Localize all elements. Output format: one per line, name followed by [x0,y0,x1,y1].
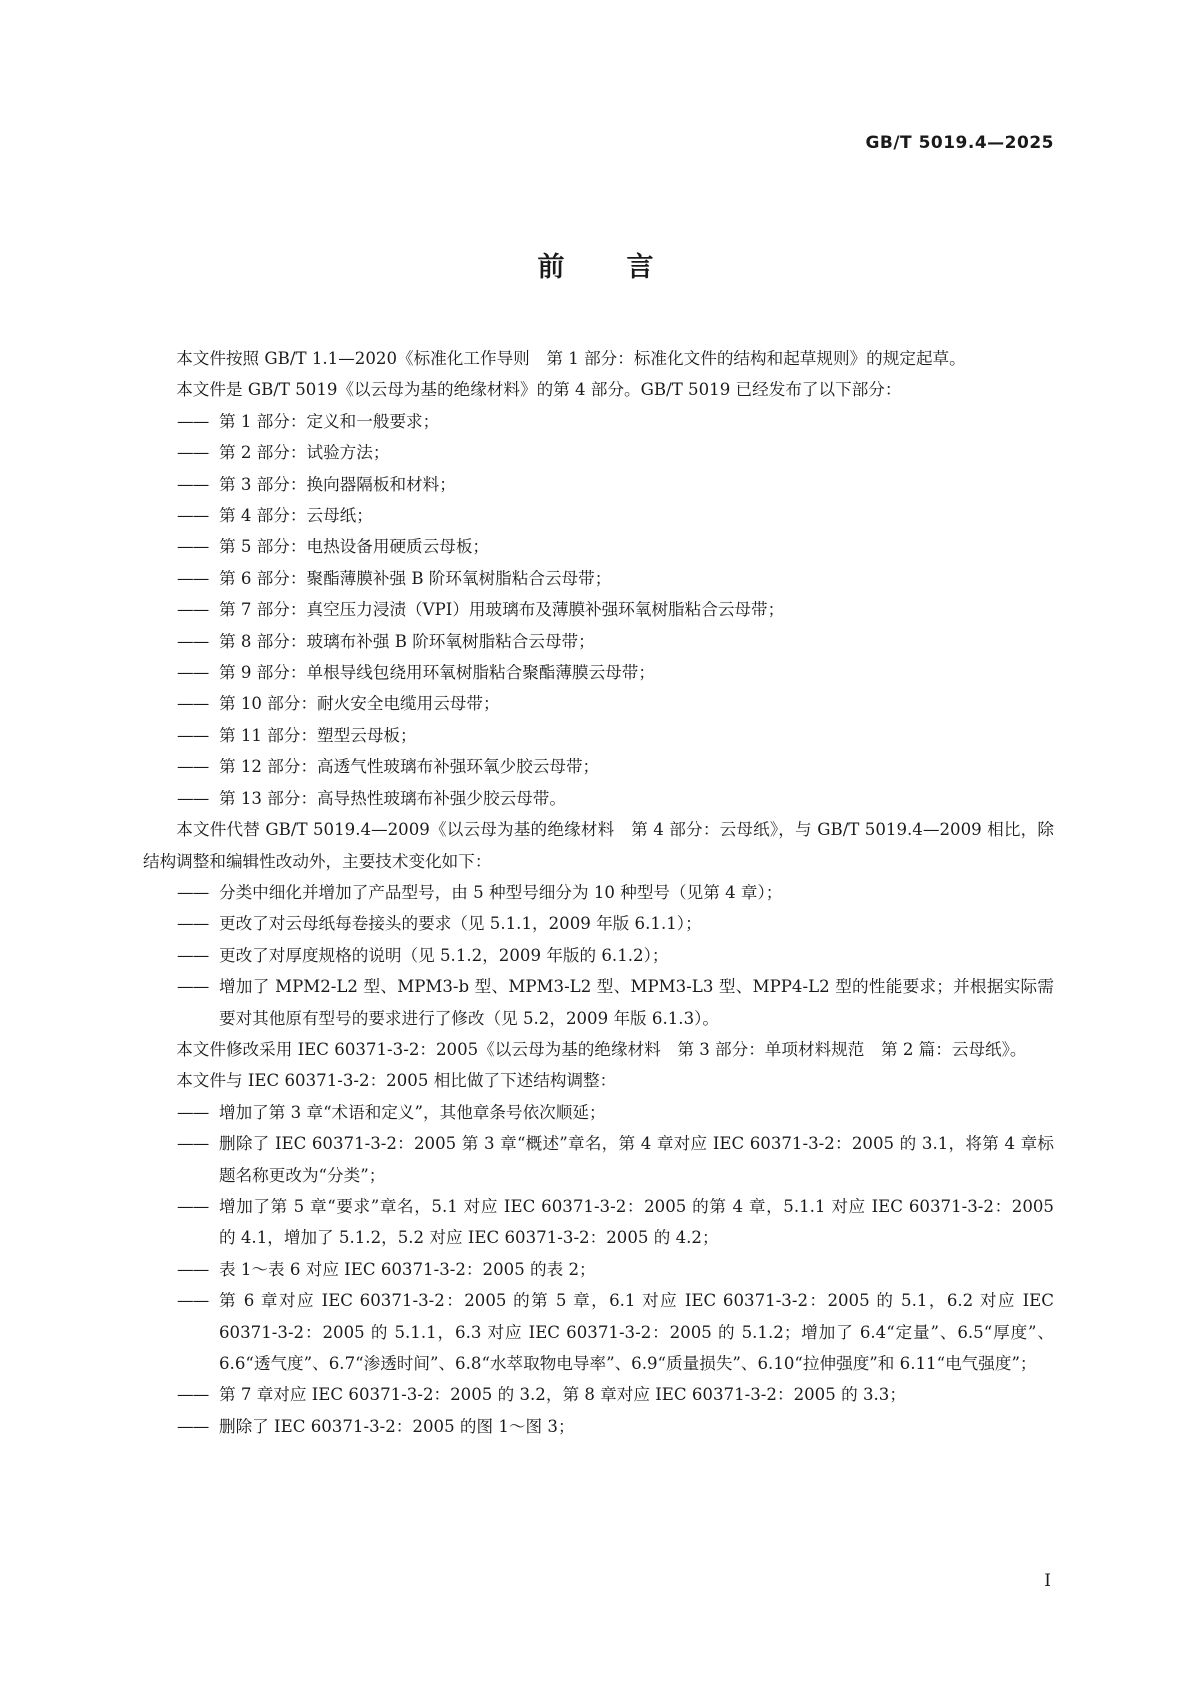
list-item [143,908,1054,939]
dash-marker: —— [177,977,209,997]
list-item [143,406,1054,437]
foreword-body [143,343,1054,1442]
list-item-text: 增加了 MPM2-L2 型、MPM3-b 型、MPM3-L2 型、MPM3-L3 型、MPP4-L2 型的性能要求；并根据实际需要对其他原有型号的要求进行了修改（见 5.2，2009 年版 6.1.3）。 [219,977,1054,1028]
dash-marker: —— [177,631,209,651]
list-item-text: 第 8 部分：玻璃布补强 B 阶环氧树脂粘合云母带； [219,631,595,651]
list-item-text: 第 1 部分：定义和一般要求； [219,411,440,431]
list-item-text: 更改了对厚度规格的说明（见 5.1.2，2009 年版的 6.1.2）； [219,945,669,965]
document-number: GB/T 5019.4—2025 [865,133,1054,153]
list-item [143,469,1054,500]
dash-marker: —— [177,1196,209,1216]
dash-marker: —— [177,506,209,526]
dash-marker: —— [177,1102,209,1122]
dash-marker: —— [177,725,209,745]
dash-marker: —— [177,474,209,494]
list-item [143,563,1054,594]
dash-marker: —— [177,914,209,934]
list-item [143,688,1054,719]
list-item [143,626,1054,657]
list-item [143,1411,1054,1442]
dash-marker: —— [177,788,209,808]
dash-marker: —— [177,1134,209,1154]
list-item-text: 第 12 部分：高透气性玻璃布补强环氧少胶云母带； [219,757,600,777]
dash-marker: —— [177,663,209,683]
list-item-text: 第 5 部分：电热设备用硬质云母板； [219,537,490,557]
dash-marker: —— [177,568,209,588]
paragraph-drafting-rules: 本文件按照 GB/T 1.1—2020《标准化工作导则 第 1 部分：标准化文件的结构和起草规则》的规定起草。 [176,349,966,368]
dash-marker: —— [177,1291,209,1311]
list-item-text: 第 9 部分：单根导线包绕用环氧树脂粘合聚酯薄膜云母带； [219,663,655,683]
page-title: 前言 [537,252,716,283]
list-item-text: 第 13 部分：高导热性玻璃布补强少胶云母带。 [219,788,566,808]
paragraph-structure-adjust: 本文件与 IEC 60371-3-2：2005 相比做了下述结构调整： [176,1071,617,1091]
list-item-text: 第 10 部分：耐火安全电缆用云母带； [219,694,500,714]
list-item [143,971,1054,1034]
dash-marker: —— [177,882,209,902]
list-item [143,1191,1054,1254]
dash-marker: —— [177,757,209,777]
dash-marker: —— [177,1259,209,1279]
parts-list [143,406,1054,814]
dash-marker: —— [177,945,209,965]
list-item-text: 更改了对云母纸每卷接头的要求（见 5.1.1，2009 年版 6.1.1）； [219,914,702,934]
list-item [143,1379,1054,1410]
dash-marker: —— [177,600,209,620]
list-item-text: 第 11 部分：塑型云母板； [219,725,417,745]
page-number: I [1044,1571,1051,1591]
list-item-text: 第 2 部分：试验方法； [219,443,390,463]
list-item [143,783,1054,814]
list-item [143,877,1054,908]
list-item [143,657,1054,688]
list-item-text: 删除了 IEC 60371-3-2：2005 的图 1～图 3； [219,1416,575,1436]
dash-marker: —— [177,694,209,714]
list-item [143,1097,1054,1128]
list-item-text: 第 7 部分：真空压力浸渍（VPI）用玻璃布及薄膜补强环氧树脂粘合云母带； [219,600,785,620]
list-item-text: 第 6 部分：聚酯薄膜补强 B 阶环氧树脂粘合云母带； [219,568,612,588]
structure-changes-list [143,1097,1054,1442]
list-item [143,751,1054,782]
paragraph-replaces: 本文件代替 GB/T 5019.4—2009《以云母为基的绝缘材料 第 4 部分：云母纸》，与 GB/T 5019.4—2009 相比，除结构调整和编辑性改动外，主要技术变化如下： [143,820,1054,871]
list-item-text: 增加了第 3 章“术语和定义”，其他章条号依次顺延； [219,1102,606,1122]
list-item [143,940,1054,971]
dash-marker: —— [177,411,209,431]
list-item-text: 第 6 章对应 IEC 60371-3-2：2005 的第 5 章，6.1 对应 IEC 60371-3-2：2005 的 5.1，6.2 对应 IEC 60371-3-2：2005 的 5.1.1，6.3 对应 IEC 60371-3-2：2005 的 5.1.2；增加了 6.4“定量”、6.5“厚度”、6.6“透气度”、6.7“渗透时间”、6.8“水萃取物电导率”、6.9“质量损失”、6.10“拉伸强度”和 6.11“电气强度”； [219,1291,1054,1373]
list-item [143,1128,1054,1191]
list-item [143,1285,1054,1379]
list-item-text: 增加了第 5 章“要求”章名，5.1 对应 IEC 60371-3-2：2005 的第 4 章，5.1.1 对应 IEC 60371-3-2：2005 的 4.1，增加了 5.1.2，5.2 对应 IEC 60371-3-2：2005 的 4.2； [219,1196,1054,1248]
paragraph-iec-adoption: 本文件修改采用 IEC 60371-3-2：2005《以云母为基的绝缘材料 第 3 部分：单项材料规范 第 2 篇：云母纸》。 [176,1039,1027,1059]
tech-changes-list [143,877,1054,1034]
list-item [143,437,1054,468]
list-item-text: 第 4 部分：云母纸； [219,506,373,526]
list-item [143,720,1054,751]
list-item-text: 分类中细化并增加了产品型号，由 5 种型号细分为 10 种型号（见第 4 章）； [219,882,783,902]
list-item-text: 第 7 章对应 IEC 60371-3-2：2005 的 3.2，第 8 章对应 IEC 60371-3-2：2005 的 3.3； [219,1385,906,1405]
paragraph-series-parts: 本文件是 GB/T 5019《以云母为基的绝缘材料》的第 4 部分。GB/T 5019 已经发布了以下部分： [176,380,902,400]
list-item [143,1254,1054,1285]
list-item-text: 表 1～表 6 对应 IEC 60371-3-2：2005 的表 2； [219,1259,596,1279]
list-item [143,500,1054,531]
dash-marker: —— [177,443,209,463]
dash-marker: —— [177,1385,209,1405]
list-item-text: 删除了 IEC 60371-3-2：2005 第 3 章“概述”章名，第 4 章对应 IEC 60371-3-2：2005 的 3.1，将第 4 章标题名称更改为“分类”； [219,1134,1054,1185]
list-item-text: 第 3 部分：换向器隔板和材料； [219,474,456,494]
dash-marker: —— [177,1416,209,1436]
dash-marker: —— [177,537,209,557]
list-item [143,531,1054,562]
list-item [143,594,1054,625]
